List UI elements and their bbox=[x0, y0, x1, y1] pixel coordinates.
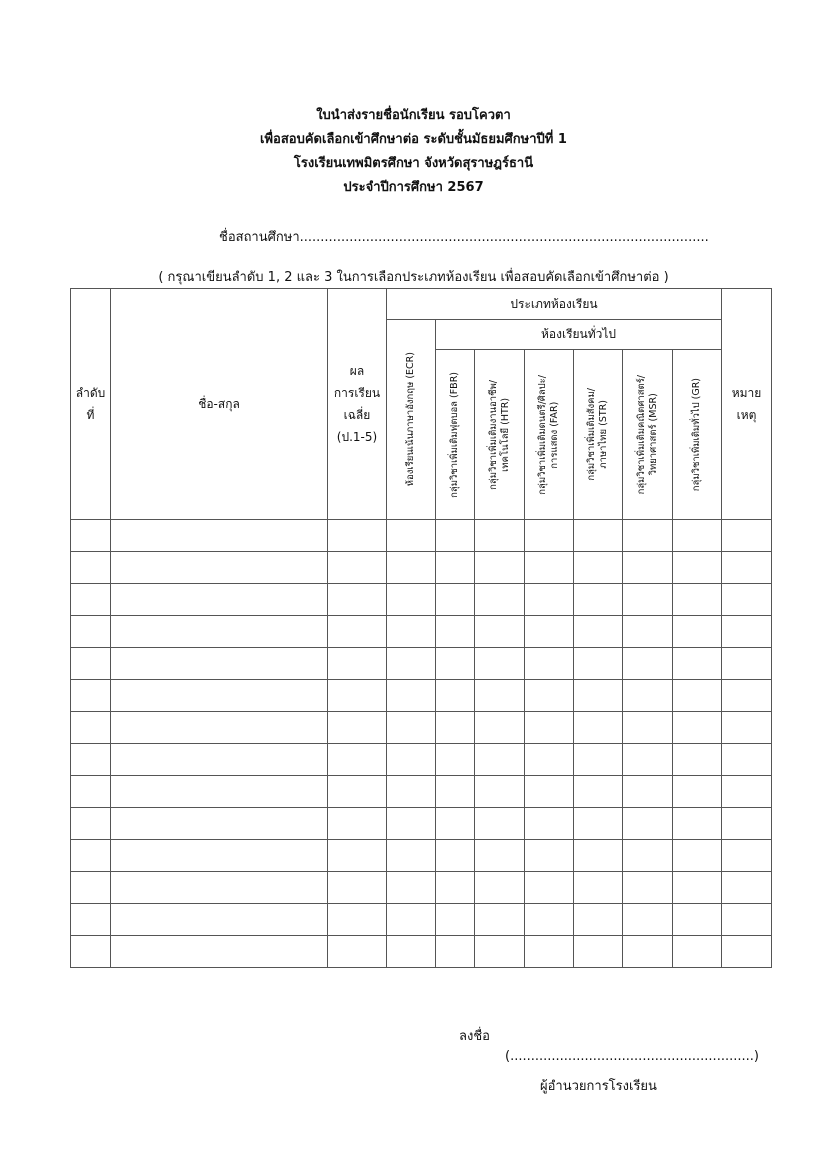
title-line-3: โรงเรียนเทพมิตรศึกษา จังหวัดสุราษฎร์ธานี bbox=[293, 156, 534, 171]
table-cell[interactable] bbox=[673, 520, 722, 552]
table-cell[interactable] bbox=[111, 712, 328, 744]
header-full-name: ชื่อ-สกุล bbox=[111, 289, 328, 520]
header-ecr: ห้องเรียนเน้นภาษาอังกฤษ (ECR) bbox=[387, 320, 436, 520]
table-cell[interactable] bbox=[623, 872, 673, 904]
header-htr: กลุ่มวิชาเพิ่มเติมงานอาชีพ/ เทคโนโลยี (HTR) bbox=[475, 350, 525, 520]
table-cell[interactable] bbox=[722, 872, 772, 904]
table-cell[interactable] bbox=[436, 680, 475, 712]
table-cell[interactable] bbox=[475, 520, 525, 552]
table-cell[interactable] bbox=[525, 584, 574, 616]
table-cell[interactable] bbox=[475, 936, 525, 968]
header-fbr: กลุ่มวิชาเพิ่มเติมฟุตบอล (FBR) bbox=[436, 350, 475, 520]
table-cell[interactable] bbox=[436, 616, 475, 648]
table-cell[interactable] bbox=[722, 712, 772, 744]
table-cell[interactable] bbox=[574, 680, 623, 712]
table-cell[interactable] bbox=[722, 904, 772, 936]
table-cell[interactable] bbox=[436, 520, 475, 552]
table-cell[interactable] bbox=[111, 584, 328, 616]
table-row bbox=[71, 904, 772, 936]
table-cell[interactable] bbox=[475, 552, 525, 584]
table-cell[interactable] bbox=[387, 744, 436, 776]
header-gr: กลุ่มวิชาเพิ่มเติมทั่วไป (GR) bbox=[673, 350, 722, 520]
table-cell[interactable] bbox=[525, 744, 574, 776]
table-cell[interactable] bbox=[111, 520, 328, 552]
table-cell[interactable] bbox=[673, 808, 722, 840]
table-cell[interactable] bbox=[111, 648, 328, 680]
table-row bbox=[71, 520, 772, 552]
table-cell[interactable] bbox=[328, 840, 387, 872]
table-cell[interactable] bbox=[475, 776, 525, 808]
header-gpa: ผล การเรียน เฉลี่ย (ป.1-5) bbox=[328, 289, 387, 520]
title-line-1: ใบนำส่งรายชื่อนักเรียน รอบโควตา bbox=[316, 108, 511, 123]
table-cell[interactable] bbox=[574, 808, 623, 840]
table-cell[interactable] bbox=[574, 872, 623, 904]
table-cell[interactable] bbox=[673, 552, 722, 584]
table-cell[interactable] bbox=[623, 904, 673, 936]
table-cell[interactable] bbox=[722, 808, 772, 840]
table-cell[interactable] bbox=[436, 584, 475, 616]
table-cell[interactable] bbox=[623, 808, 673, 840]
table-row bbox=[71, 936, 772, 968]
table-cell[interactable] bbox=[387, 680, 436, 712]
table-row bbox=[71, 776, 772, 808]
table-cell[interactable] bbox=[387, 584, 436, 616]
table-cell[interactable] bbox=[328, 616, 387, 648]
table-row bbox=[71, 680, 772, 712]
table-body bbox=[71, 520, 772, 968]
header-classroom-type: ประเภทห้องเรียน bbox=[387, 289, 722, 320]
table-cell[interactable] bbox=[623, 712, 673, 744]
table-cell[interactable] bbox=[71, 712, 111, 744]
header-str: กลุ่มวิชาเพิ่มเติมสังคม/ ภาษาไทย (STR) bbox=[574, 350, 623, 520]
title-line-2: เพื่อสอบคัดเลือกเข้าศึกษาต่อ ระดับชั้นมัธยมศึกษาปีที่ 1 bbox=[260, 132, 567, 147]
table-cell[interactable] bbox=[328, 648, 387, 680]
table-cell[interactable] bbox=[111, 744, 328, 776]
table-cell[interactable] bbox=[525, 808, 574, 840]
table-cell[interactable] bbox=[71, 520, 111, 552]
table-cell[interactable] bbox=[525, 904, 574, 936]
signer-position: ผู้อำนวยการโรงเรียน bbox=[540, 1079, 657, 1094]
table-cell[interactable] bbox=[436, 744, 475, 776]
table-row bbox=[71, 616, 772, 648]
table-cell[interactable] bbox=[328, 584, 387, 616]
table-cell[interactable] bbox=[71, 648, 111, 680]
table-cell[interactable] bbox=[328, 776, 387, 808]
table-cell[interactable] bbox=[475, 680, 525, 712]
table-cell[interactable] bbox=[111, 872, 328, 904]
table-row bbox=[71, 552, 772, 584]
table-cell[interactable] bbox=[71, 840, 111, 872]
table-cell[interactable] bbox=[722, 680, 772, 712]
table-cell[interactable] bbox=[525, 712, 574, 744]
table-row bbox=[71, 712, 772, 744]
table-cell[interactable] bbox=[623, 776, 673, 808]
table-cell[interactable] bbox=[673, 904, 722, 936]
header-order-no: ลำดับ ที่ bbox=[71, 289, 111, 520]
table-cell[interactable] bbox=[436, 648, 475, 680]
table-cell[interactable] bbox=[436, 808, 475, 840]
table-cell[interactable] bbox=[475, 872, 525, 904]
table-cell[interactable] bbox=[525, 616, 574, 648]
table-cell[interactable] bbox=[574, 744, 623, 776]
table-cell[interactable] bbox=[722, 584, 772, 616]
table-cell[interactable] bbox=[623, 520, 673, 552]
table-cell[interactable] bbox=[673, 744, 722, 776]
table-cell[interactable] bbox=[475, 904, 525, 936]
table-cell[interactable] bbox=[475, 648, 525, 680]
table-cell[interactable] bbox=[475, 840, 525, 872]
table-cell[interactable] bbox=[387, 904, 436, 936]
table-cell[interactable] bbox=[722, 776, 772, 808]
table-cell[interactable] bbox=[71, 584, 111, 616]
table-cell[interactable] bbox=[574, 584, 623, 616]
table-cell[interactable] bbox=[71, 552, 111, 584]
table-cell[interactable] bbox=[328, 520, 387, 552]
table-cell[interactable] bbox=[623, 680, 673, 712]
table-cell[interactable] bbox=[328, 744, 387, 776]
table-cell[interactable] bbox=[623, 552, 673, 584]
table-cell[interactable] bbox=[525, 520, 574, 552]
table-cell[interactable] bbox=[71, 776, 111, 808]
table-cell[interactable] bbox=[387, 648, 436, 680]
table-cell[interactable] bbox=[525, 648, 574, 680]
table-cell[interactable] bbox=[387, 872, 436, 904]
school-name-blank[interactable]: ................................................................................................... bbox=[299, 230, 709, 245]
table-cell[interactable] bbox=[436, 840, 475, 872]
table-cell[interactable] bbox=[436, 872, 475, 904]
student-table bbox=[70, 288, 772, 968]
table-cell[interactable] bbox=[574, 936, 623, 968]
table-cell[interactable] bbox=[673, 712, 722, 744]
table-cell[interactable] bbox=[71, 872, 111, 904]
table-cell[interactable] bbox=[387, 520, 436, 552]
table-cell[interactable] bbox=[436, 904, 475, 936]
table-cell[interactable] bbox=[722, 744, 772, 776]
table-cell[interactable] bbox=[623, 584, 673, 616]
table-cell[interactable] bbox=[328, 680, 387, 712]
table-cell[interactable] bbox=[71, 744, 111, 776]
table-cell[interactable] bbox=[111, 840, 328, 872]
table-cell[interactable] bbox=[722, 840, 772, 872]
table-cell[interactable] bbox=[71, 808, 111, 840]
table-cell[interactable] bbox=[71, 936, 111, 968]
table-cell[interactable] bbox=[623, 616, 673, 648]
table-cell[interactable] bbox=[475, 744, 525, 776]
signature-line[interactable]: (...........................................................) bbox=[505, 1049, 759, 1064]
table-cell[interactable] bbox=[574, 648, 623, 680]
table-cell[interactable] bbox=[574, 552, 623, 584]
header-far: กลุ่มวิชาเพิ่มเติมดนตรี/ศิลปะ/ การแสดง (FAR) bbox=[525, 350, 574, 520]
table-cell[interactable] bbox=[525, 776, 574, 808]
table-cell[interactable] bbox=[71, 904, 111, 936]
table-cell[interactable] bbox=[387, 840, 436, 872]
table-row bbox=[71, 808, 772, 840]
table-cell[interactable] bbox=[328, 552, 387, 584]
table-cell[interactable] bbox=[525, 872, 574, 904]
table-cell[interactable] bbox=[623, 648, 673, 680]
table-cell[interactable] bbox=[475, 616, 525, 648]
table-cell[interactable] bbox=[673, 648, 722, 680]
instruction-text: ( กรุณาเขียนลำดับ 1, 2 และ 3 ในการเลือกประเภทห้องเรียน เพื่อสอบคัดเลือกเข้าศึกษาต่อ ) bbox=[158, 270, 669, 285]
table-cell[interactable] bbox=[387, 808, 436, 840]
table-row bbox=[71, 584, 772, 616]
table-cell[interactable] bbox=[475, 712, 525, 744]
table-cell[interactable] bbox=[673, 872, 722, 904]
table-cell[interactable] bbox=[328, 936, 387, 968]
table-cell[interactable] bbox=[436, 776, 475, 808]
table-cell[interactable] bbox=[673, 680, 722, 712]
table-row bbox=[71, 872, 772, 904]
table-cell[interactable] bbox=[436, 552, 475, 584]
table-cell[interactable] bbox=[328, 872, 387, 904]
signature-blank[interactable]: ........................................................... bbox=[510, 1049, 754, 1064]
header-general-classroom: ห้องเรียนทั่วไป bbox=[436, 320, 722, 350]
table-cell[interactable] bbox=[111, 616, 328, 648]
table-row bbox=[71, 840, 772, 872]
table-cell[interactable] bbox=[673, 616, 722, 648]
table-cell[interactable] bbox=[111, 552, 328, 584]
table-cell[interactable] bbox=[525, 840, 574, 872]
table-cell[interactable] bbox=[328, 712, 387, 744]
table-cell[interactable] bbox=[328, 808, 387, 840]
table-cell[interactable] bbox=[722, 648, 772, 680]
table-cell[interactable] bbox=[475, 808, 525, 840]
table-cell[interactable] bbox=[525, 552, 574, 584]
table-cell[interactable] bbox=[673, 936, 722, 968]
signature-label: ลงชื่อ bbox=[459, 1029, 490, 1044]
table-cell[interactable] bbox=[574, 712, 623, 744]
table-cell[interactable] bbox=[623, 936, 673, 968]
form-title bbox=[0, 104, 827, 200]
table-cell[interactable] bbox=[722, 520, 772, 552]
table-cell[interactable] bbox=[623, 840, 673, 872]
header-remark: หมาย เหตุ bbox=[722, 289, 772, 520]
table-cell[interactable] bbox=[71, 616, 111, 648]
table-cell[interactable] bbox=[111, 936, 328, 968]
table-cell[interactable] bbox=[387, 712, 436, 744]
table-cell[interactable] bbox=[574, 616, 623, 648]
table-cell[interactable] bbox=[475, 584, 525, 616]
table-cell[interactable] bbox=[722, 616, 772, 648]
table-cell[interactable] bbox=[387, 936, 436, 968]
table-cell[interactable] bbox=[574, 776, 623, 808]
table-cell[interactable] bbox=[436, 936, 475, 968]
table-cell[interactable] bbox=[436, 712, 475, 744]
table-row bbox=[71, 648, 772, 680]
table-cell[interactable] bbox=[673, 840, 722, 872]
table-cell[interactable] bbox=[574, 904, 623, 936]
table-cell[interactable] bbox=[574, 520, 623, 552]
table-cell[interactable] bbox=[71, 680, 111, 712]
table-cell[interactable] bbox=[722, 936, 772, 968]
table-cell[interactable] bbox=[574, 840, 623, 872]
table-cell[interactable] bbox=[387, 616, 436, 648]
table-cell[interactable] bbox=[387, 552, 436, 584]
school-name-field[interactable] bbox=[219, 226, 709, 247]
table-cell[interactable] bbox=[111, 776, 328, 808]
table-cell[interactable] bbox=[387, 776, 436, 808]
table-cell[interactable] bbox=[623, 744, 673, 776]
header-msr: กลุ่มวิชาเพิ่มเติมคณิตศาสตร์/ วิทยาศาสตร์ (MSR) bbox=[623, 350, 673, 520]
table-cell[interactable] bbox=[525, 936, 574, 968]
table-cell[interactable] bbox=[111, 904, 328, 936]
table-cell[interactable] bbox=[525, 680, 574, 712]
table-cell[interactable] bbox=[111, 680, 328, 712]
table-cell[interactable] bbox=[111, 808, 328, 840]
title-line-4: ประจำปีการศึกษา 2567 bbox=[343, 180, 484, 195]
table-cell[interactable] bbox=[673, 584, 722, 616]
table-row bbox=[71, 744, 772, 776]
table-cell[interactable] bbox=[328, 904, 387, 936]
table-cell[interactable] bbox=[673, 776, 722, 808]
school-name-label: ชื่อสถานศึกษา bbox=[219, 230, 300, 245]
table-cell[interactable] bbox=[722, 552, 772, 584]
